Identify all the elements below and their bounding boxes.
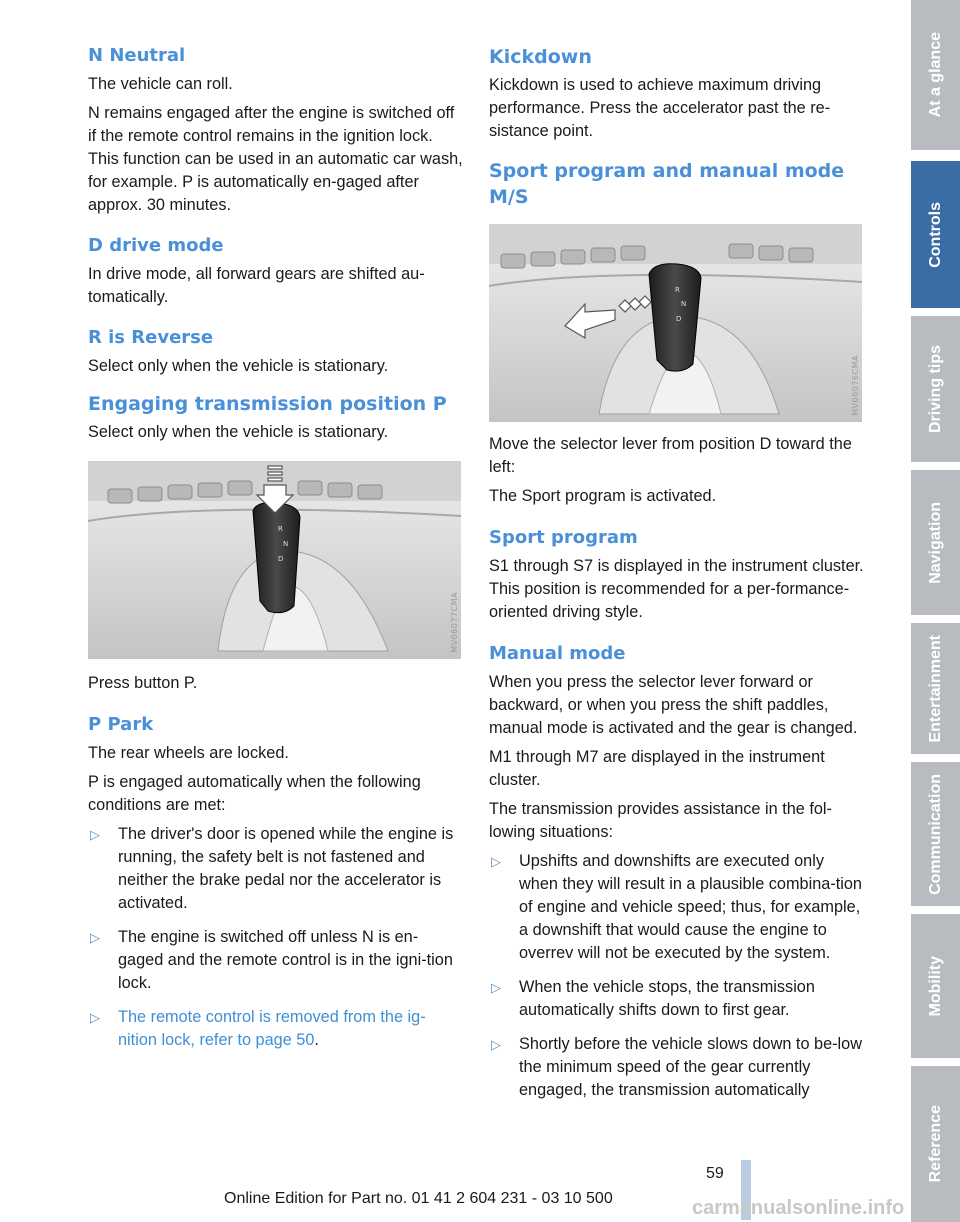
tab-communication[interactable]: Communication: [911, 762, 960, 906]
figure-code: MV06076CMA: [851, 355, 860, 416]
heading-kickdown: Kickdown: [489, 46, 592, 68]
heading-r-reverse: R is Reverse: [88, 327, 214, 348]
chapter-tabs: [903, 0, 960, 1222]
paragraph: When you press the selector lever forward or backward, or when you press the shift paddles, manual mode is activated and the gear is changed.: [489, 673, 858, 737]
watermark: carmanualsonline.info: [692, 1197, 905, 1219]
selector-lever-sport-illustration: [489, 224, 862, 422]
paragraph: The vehicle can roll.: [88, 75, 233, 93]
svg-text:R: R: [278, 525, 283, 533]
heading-engaging-p: Engaging transmission position P: [88, 393, 447, 415]
paragraph: M1 through M7 are displayed in the instrument cluster.: [489, 748, 825, 789]
heading-n-neutral: N Neutral: [88, 45, 186, 66]
heading-sport-program: Sport program: [489, 527, 638, 548]
tab-driving-tips[interactable]: Driving tips: [911, 316, 960, 462]
heading-d-drive-mode: D drive mode: [88, 235, 224, 256]
list-item: ▷ When the vehicle stops, the transmission automatically shifts down to first gear.: [491, 978, 815, 1019]
tab-mobility[interactable]: Mobility: [911, 914, 960, 1058]
conditions-list: [88, 823, 463, 1052]
right-column: [489, 44, 864, 1102]
svg-text:R: R: [675, 286, 680, 294]
paragraph: The transmission provides assistance in the fol-lowing situations:: [489, 800, 832, 841]
page-reference-link[interactable]: The remote control is removed from the ig-nition lock, refer to page 50: [118, 1008, 426, 1049]
paragraph: The rear wheels are locked.: [88, 744, 289, 762]
heading-sport-manual: Sport program and manual mode M/S: [489, 160, 845, 208]
left-column: [88, 44, 463, 1052]
paragraph: Select only when the vehicle is stationary.: [88, 423, 389, 441]
paragraph: P is engaged automatically when the following conditions are met:: [88, 773, 421, 814]
paragraph: Move the selector lever from position D toward the left:: [489, 435, 852, 476]
figure-selector-lever-park: [88, 461, 461, 659]
triangle-bullet-icon: ▷: [90, 827, 100, 842]
list-item: ▷ Upshifts and downshifts are executed only when they will result in a plausible combina-tion of engine and vehicle speed; thus, for example, a downshift that would cause the engine to overrev will not be executed by the system.: [491, 852, 862, 962]
tab-navigation[interactable]: Navigation: [911, 470, 960, 615]
paragraph: N remains engaged after the engine is switched off if the remote control remains in the ignition lock. This function can be used in an automatic car wash, for example. P is automatically en-gaged after approx. 30 minutes.: [88, 104, 463, 214]
list-item: ▷ Shortly before the vehicle slows down to be-low the minimum speed of the gear currently engaged, the transmission automatically: [491, 1035, 862, 1099]
paragraph: Kickdown is used to achieve maximum driving performance. Press the accelerator past the re-sistance point.: [489, 76, 831, 140]
figure-code: MV06077CMA: [450, 592, 459, 653]
triangle-bullet-icon: ▷: [90, 930, 100, 945]
footer-edition: Online Edition for Part no. 01 41 2 604 231 - 03 10 500: [224, 1190, 613, 1207]
list-item: ▷ The remote control is removed from the ig-nition lock, refer to page 50.: [90, 1008, 426, 1049]
tab-reference[interactable]: Reference: [911, 1066, 960, 1222]
triangle-bullet-icon: ▷: [90, 1010, 100, 1025]
svg-text:D: D: [278, 555, 284, 563]
tab-entertainment[interactable]: Entertainment: [911, 623, 960, 754]
triangle-bullet-icon: ▷: [491, 854, 501, 869]
svg-text:N: N: [681, 300, 687, 308]
triangle-bullet-icon: ▷: [491, 980, 501, 995]
selector-lever-illustration: [88, 461, 461, 659]
assistance-list: [489, 850, 864, 1102]
list-item: ▷ The driver's door is opened while the engine is running, the safety belt is not fastened and neither the brake pedal nor the accelerator is activated.: [90, 825, 454, 912]
heading-p-park: P Park: [88, 714, 154, 735]
tab-controls[interactable]: Controls: [911, 161, 960, 308]
svg-text:N: N: [283, 540, 289, 548]
heading-manual-mode: Manual mode: [489, 643, 626, 664]
paragraph: Select only when the vehicle is stationary.: [88, 357, 389, 375]
tab-at-a-glance[interactable]: At a glance: [911, 0, 960, 150]
triangle-bullet-icon: ▷: [491, 1037, 501, 1052]
figure-selector-lever-sport: [489, 224, 862, 422]
svg-text:D: D: [676, 315, 682, 323]
paragraph: In drive mode, all forward gears are shifted au-tomatically.: [88, 265, 425, 306]
paragraph: S1 through S7 is displayed in the instrument cluster. This position is recommended for a per-formance-oriented driving style.: [489, 557, 864, 621]
page-number: 59: [706, 1165, 724, 1182]
paragraph: The Sport program is activated.: [489, 487, 717, 505]
list-item: ▷ The engine is switched off unless N is en-gaged and the remote control is in the igni-tion lock.: [90, 928, 453, 992]
paragraph: Press button P.: [88, 674, 198, 692]
